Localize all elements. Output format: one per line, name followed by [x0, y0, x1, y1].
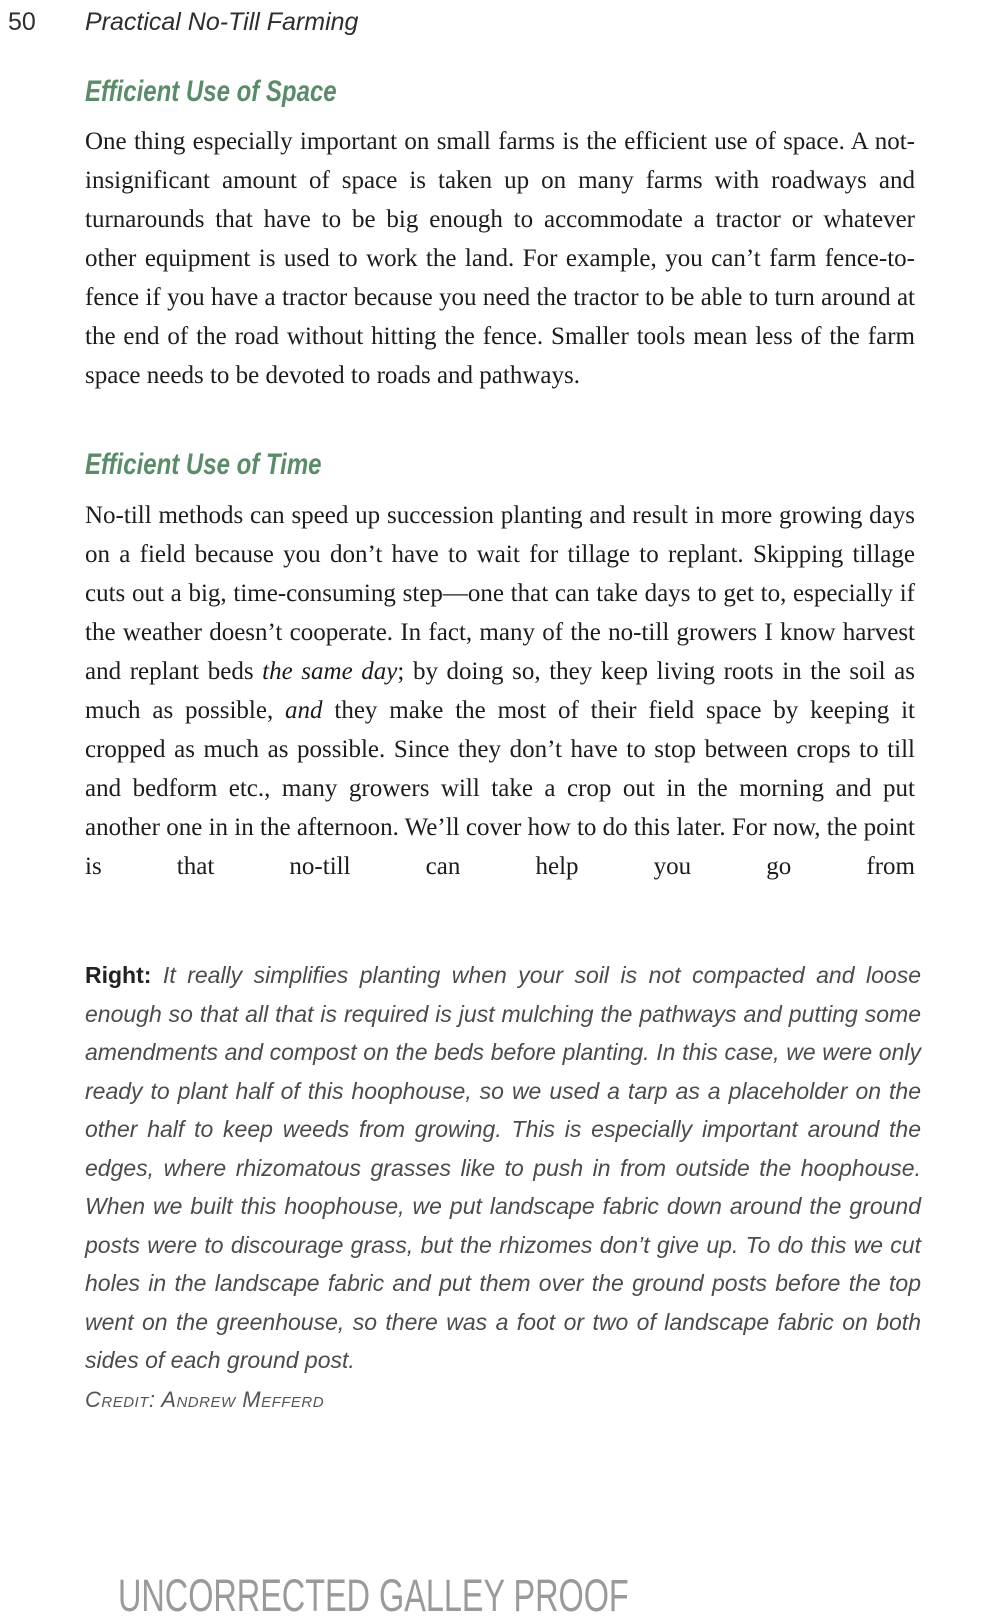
section-heading-efficient-use-of-space: Efficient Use of Space — [85, 75, 337, 108]
paragraph-efficient-use-of-space: One thing especially important on small farms is the efficient use of space. A not-insignificant amount of space is taken up on many farms with roadways and turnarounds that have to be big enough to accommodate a tractor or whatever other equipment is used to work the land. For example, you can’t farm fence-to-fence if you have a tractor because you need the tractor to be able to turn around at the end of the road without hitting the fence. Smaller tools mean less of the farm space needs to be devoted to roads and pathways. — [85, 128, 915, 389]
photo-caption — [85, 956, 921, 1419]
running-title: Practical No-Till Farming — [85, 8, 359, 36]
caption-text: Right: It really simplifies planting when your soil is not compacted and loose enough so that all that is required is just mulching the pathways and putting some amendments and compost on the beds before planting. In this case, we were only ready to plant half of this hoophouse, so we used a tarp as a placeholder on the other half to keep weeds from growing. This is especially important around the edges, where rhizomatous grasses like to push in from outside the hoophouse. When we built this hoophouse, we put landscape fabric down around the ground posts were to discourage grass, but the rhizomes don’t give up. To do this we cut holes in the landscape fabric and put them over the ground posts before the top went on the greenhouse, so there was a foot or two of landscape fabric on both sides of each ground post. — [85, 962, 921, 1373]
page-content — [85, 75, 921, 1419]
paragraph-efficient-use-of-time: No-till methods can speed up succession planting and result in more growing days on a field because you don’t have to wait for tillage to replant. Skipping tillage cuts out a big, time-consuming step—one that can take days to get to, especially if the weather doesn’t cooperate. In fact, many of the no-till growers I know harvest and replant beds the same day; by doing so, they keep living roots in the soil as much as possible, and they make the most of their field space by keeping it cropped as much as possible. Since they don’t have to stop between crops to till and bedform etc., many growers will take a crop out in the morning and put another one in in the afternoon. We’ll cover how to do this later. For now, the point is that no-till can help you go from — [85, 502, 915, 880]
caption-credit: Credit: Andrew Mefferd — [85, 1386, 325, 1412]
page-number: 50 — [8, 8, 36, 36]
running-head — [0, 8, 1000, 38]
section-heading-efficient-use-of-time: Efficient Use of Time — [85, 448, 322, 481]
galley-proof-watermark: UNCORRECTED GALLEY PROOF — [118, 1570, 629, 1621]
